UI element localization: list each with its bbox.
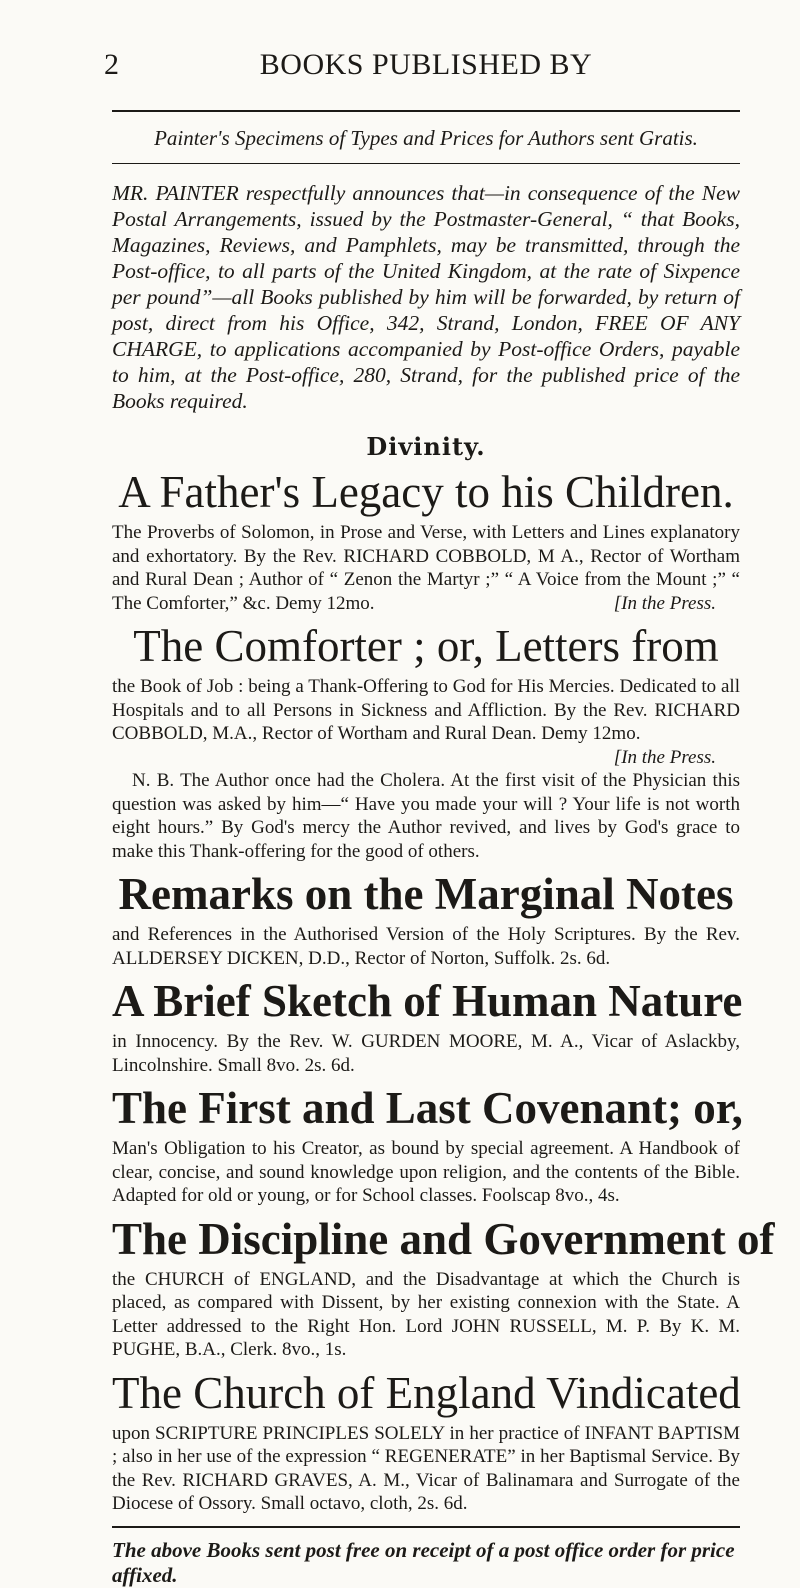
page-number: 2 <box>104 48 119 81</box>
book-list <box>112 465 775 1516</box>
running-head: BOOKS PUBLISHED BY <box>259 48 593 81</box>
press-status: [In the Press. <box>613 592 716 614</box>
book-description <box>112 1030 740 1077</box>
book-description-text: The Proverbs of Solomon, in Prose and Verse, with Letters and Lines explanatory and exhortatory. By the Rev. RICHARD COBBOLD, M A., Rector of Wortham and Rural Dean ; Author of “ Zenon the Martyr ;” “ A Voice from the Mount ;” “ The Comforter,” &c. Demy 12mo. <box>112 522 740 614</box>
book-description <box>112 675 740 768</box>
header-rule <box>112 110 740 112</box>
book-description-text: the CHURCH of ENGLAND, and the Disadvantage at which the Church is placed, as compared with Dissent, by her existing connexion with the State. A Letter addressed to the Right Hon. Lord JOHN RUSSELL, M. P. By K. M. PUGHE, B.A., Clerk. 8vo., 1s. <box>112 1268 740 1360</box>
publisher-notice: MR. PAINTER respectfully announces that—in consequence of the New Postal Arrangements, issued by the Postmaster-General, “ that Books, Magazines, Reviews, and Pamphlets, may be transmitted, through the Post-office, to all parts of the United Kingdom, at the rate of Sixpence per pound”—all Books published by him will be forwarded, by return of post, direct from his Office, 342, Strand, London, FREE OF ANY CHARGE, to applications accompanied by Post-office Orders, payable to him, at the Post-office, 280, Strand, for the published price of the Books required. <box>112 181 740 413</box>
book-description <box>112 1268 740 1362</box>
book-title: The Discipline and Government of <box>112 1213 775 1264</box>
book-description-text: Man's Obligation to his Creator, as bound by special agreement. A Handbook of clear, concise, and sound knowledge upon religion, and the contents of the Bible. Adapted for old or young, or for School classes. Foolscap 8vo., 4s. <box>112 1138 740 1206</box>
book-description <box>112 1137 740 1208</box>
book-title: The First and Last Covenant; or, <box>112 1083 743 1133</box>
book-description <box>112 521 740 615</box>
book-description-text: in Innocency. By the Rev. W. GURDEN MOORE, M. A., Vicar of Aslackby, Lincolnshire. Small 8vo. 2s. 6d. <box>112 1031 740 1076</box>
book-title: A Father's Legacy to his Children. <box>118 467 734 517</box>
subtitle: Painter's Specimens of Types and Prices for Authors sent Gratis. <box>154 126 698 150</box>
book-title: The Comforter ; or, Letters from <box>133 621 719 671</box>
book-title: A Brief Sketch of Human Nature <box>112 976 743 1026</box>
page-header <box>104 48 740 104</box>
footer-rule <box>112 1526 740 1528</box>
book-description-text: the Book of Job : being a Thank-Offering to God for His Mercies. Dedicated to all Hospitals and to all Persons in Sickness and Affliction. By the Rev. RICHARD COBBOLD, M.A., Rector of Wortham and Rural Dean. Demy 12mo. <box>112 676 740 744</box>
book-note: N. B. The Author once had the Cholera. At the first visit of the Physician this question was asked by him—“ Have you made your will ? Your life is not worth eight hours.” By God's mercy the Author revived, and lives by God's grace to make this Thank-offering for the good of others. <box>112 770 740 862</box>
book-description-text: and References in the Authorised Version of the Holy Scriptures. By the Rev. ALLDERSEY DICKEN, D.D., Rector of Norton, Suffolk. 2s. 6d. <box>112 924 740 969</box>
book-description <box>112 1422 740 1516</box>
book-description-text: upon SCRIPTURE PRINCIPLES SOLELY in her practice of INFANT BAPTISM ; also in her use of the expression “ REGENERATE” in her Baptismal Service. By the Rev. RICHARD GRAVES, A. M., Vicar of Balinamara and Surrogate of the Diocese of Ossory. Small octavo, cloth, 2s. 6d. <box>112 1422 740 1514</box>
book-description <box>112 923 740 970</box>
book-title: Remarks on the Marginal Notes <box>118 869 734 919</box>
press-status: [In the Press. <box>613 746 716 768</box>
footer-note: The above Books sent post free on receipt of a post office order for price affixed. <box>112 1537 735 1587</box>
subtitle-rule <box>112 163 740 164</box>
book-title: The Church of England Vindicated <box>112 1367 741 1418</box>
section-heading: Divinity. <box>366 432 486 461</box>
